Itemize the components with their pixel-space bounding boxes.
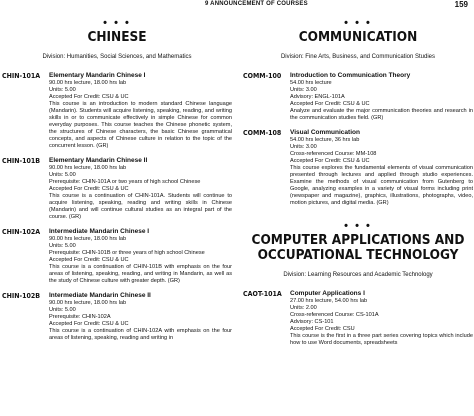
course-description: Analyze and evaluate the major communication theories and research in the communication studies field. (GR) (290, 108, 473, 121)
department-title: COMPUTER APPLICATIONS AND OCCUPATIONAL TECHNOLOGY (251, 232, 465, 263)
course-detail: Units: 2.00 (290, 305, 317, 311)
course-detail: 90.00 hrs lecture, 18.00 hrs lab (49, 300, 127, 306)
division-line: Division: Fine Arts, Business, and Communication Studies (280, 54, 436, 60)
department-title: CHINESE (87, 29, 147, 45)
course-detail: 90.00 hrs lecture, 18.00 hrs lab (49, 165, 127, 171)
course-code: CHIN-102A (2, 228, 41, 236)
course-description: This course explores the fundamental elements of visual communication presented through lectures and applied through studio experiences. Examine the methods of visual communication from Gutenberg to Google, analyzing examples in a variety of visual forms including print (newspaper and magazine), graphics, illustrations, photographs, video, motion pictures, and digital media. (GR) (290, 165, 473, 206)
page-number: 159 (454, 0, 468, 9)
course-description: This course is the first in a three part series covering topics which include how to use Word documents, spreadsheets (290, 333, 473, 346)
division-line: Division: Learning Resources and Academic Technology (283, 272, 433, 278)
course-code: CAOT-101A (243, 290, 282, 298)
course-detail: Units: 3.00 (290, 144, 317, 150)
course-entry (243, 290, 473, 347)
course-detail: 90.00 hrs lecture, 18.00 hrs lab (49, 80, 127, 86)
course-entry (243, 72, 473, 122)
department-title: COMMUNICATION (298, 29, 418, 45)
course-body (49, 157, 232, 221)
course-detail: Advisory: ENGL-101A (290, 94, 345, 100)
section-title: 9 ANNOUNCEMENT OF COURSES (205, 1, 308, 7)
separator-dots: • • • (344, 17, 372, 29)
course-entry (2, 72, 232, 150)
left-column (2, 14, 232, 349)
separator-dots: • • • (103, 17, 131, 29)
course-detail: 54.00 hrs lecture (290, 80, 332, 86)
course-detail: Units: 3.00 (290, 87, 317, 93)
course-code: CHIN-101B (2, 157, 41, 165)
course-entry (2, 228, 232, 285)
course-detail: Cross-referenced Course: MM-108 (290, 151, 377, 157)
page-header (0, 0, 474, 12)
course-body (49, 292, 232, 342)
course-detail: Accepted For Credit: CSU & UC (290, 158, 370, 164)
course-body (290, 290, 473, 347)
separator-dots: • • • (344, 220, 372, 232)
department-block-caot (243, 221, 473, 347)
course-code: COMM-108 (243, 129, 282, 137)
course-detail: Units: 5.00 (49, 87, 76, 93)
course-detail: Cross-referenced Course: CS-101A (290, 312, 379, 318)
course-entry (2, 157, 232, 221)
course-detail: Accepted For Credit: CSU & UC (49, 321, 129, 327)
course-body (290, 72, 473, 122)
course-detail: 90.00 hrs lecture, 18.00 hrs lab (49, 236, 127, 242)
course-title: Visual Communication (290, 129, 360, 136)
course-detail: Advisory: CS-101 (290, 319, 334, 325)
course-detail: Accepted For Credit: CSU & UC (49, 257, 129, 263)
course-title: Intermediate Mandarin Chinese II (49, 292, 151, 299)
course-description: This course is a continuation of CHIN-102A with emphasis on the four areas of listening, speaking, reading and writing in (49, 328, 232, 341)
course-detail: Accepted For Credit: CSU (290, 326, 355, 332)
course-body (49, 228, 232, 285)
course-detail: Prerequisite: CHIN-101B or three years of high school Chinese (49, 250, 205, 256)
course-description: This course is a continuation of CHIN-101A. Students will continue to acquire listening, speaking, reading and writing skills in Chinese (Mandarin) and will continue cultural studies as an integral part of the course. (GR) (49, 193, 232, 220)
course-detail: Units: 5.00 (49, 243, 76, 249)
course-detail: Units: 5.00 (49, 307, 76, 313)
course-detail: Prerequisite: CHIN-101A or two years of high school Chinese (49, 179, 201, 185)
course-list (2, 72, 232, 342)
course-body (49, 72, 232, 150)
course-title: Computer Applications I (290, 290, 365, 297)
course-title: Intermediate Mandarin Chinese I (49, 228, 150, 235)
course-description: This course is an introduction to modern standard Chinese language (Mandarin). Students will acquire listening, speaking, reading, and writing skills in or to communicate effectively in simple Chinese for common everyday purposes. This course teaches the Chinese phonetic system, the structures of Chinese characters, the basic Chinese grammatical concepts, and aspects of Chinese culture in relation to the topic of the concurrent lesson. (GR) (49, 101, 232, 149)
course-detail: Accepted For Credit: CSU & UC (290, 101, 370, 107)
division-line: Division: Humanities, Social Sciences, and Mathematics (42, 54, 192, 60)
course-detail: Prerequisite: CHIN-102A (49, 314, 111, 320)
course-detail: Accepted For Credit: CSU & UC (49, 186, 129, 192)
course-code: COMM-100 (243, 72, 282, 80)
course-code: CHIN-101A (2, 72, 41, 80)
course-detail: 54.00 hrs lecture, 36 hrs lab (290, 137, 360, 143)
course-title: Elementary Mandarin Chinese II (49, 157, 148, 164)
course-description: This course is a continuation of CHIN-101B with emphasis on the four areas of listening, speaking, reading, and writing in Mandarin, as well as the study of Chinese culture with greater depth. (GR) (49, 264, 232, 284)
course-list (243, 72, 473, 207)
right-column (243, 14, 473, 354)
course-code: CHIN-102B (2, 292, 41, 300)
course-title: Introduction to Communication Theory (290, 72, 411, 79)
course-detail: 27.00 hrs lecture, 54.00 hrs lab (290, 298, 368, 304)
course-entry (243, 129, 473, 207)
course-title: Elementary Mandarin Chinese I (49, 72, 146, 79)
course-body (290, 129, 473, 207)
course-entry (2, 292, 232, 342)
course-detail: Accepted For Credit: CSU & UC (49, 94, 129, 100)
course-list (243, 290, 473, 347)
course-detail: Units: 5.00 (49, 172, 76, 178)
